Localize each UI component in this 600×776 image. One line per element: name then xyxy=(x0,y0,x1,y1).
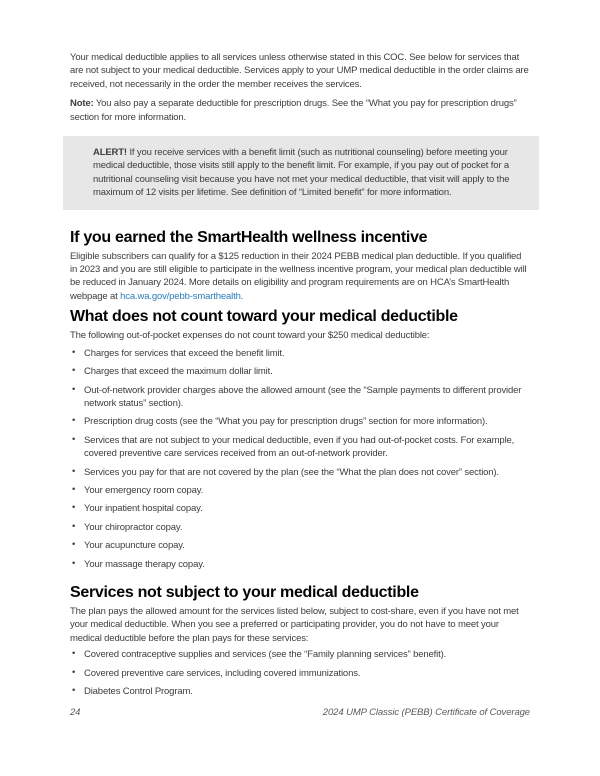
smarthealth-paragraph xyxy=(70,250,530,304)
smarthealth-link[interactable]: hca.wa.gov/pebb-smarthealth. xyxy=(120,290,244,302)
intro-paragraph: Your medical deductible applies to all services unless otherwise stated in this COC. See below for services that are not subject to your medical deductible. Services apply to your UMP medical deductible in the order claims are received, not necessarily in the order the member receives the services. xyxy=(70,52,529,90)
bullet-icon: • xyxy=(72,539,76,551)
bullet-icon: • xyxy=(72,557,76,569)
list-item xyxy=(70,558,530,571)
list-item-text: Covered contraceptive supplies and services (see the “Family planning services” benefit). xyxy=(84,649,447,661)
page-footer xyxy=(70,706,530,719)
bullet-icon: • xyxy=(72,648,76,660)
list-item-text: Your acupuncture copay. xyxy=(84,540,185,552)
list-item xyxy=(70,648,530,661)
list-item xyxy=(70,521,530,534)
list-item xyxy=(70,539,530,552)
bullet-icon: • xyxy=(72,383,76,395)
list-item-text: Charges for services that exceed the benefit limit. xyxy=(84,347,285,359)
list-item-text: Services you pay for that are not covered by the plan (see the “What the plan does not cover” section). xyxy=(84,466,499,478)
list-item-text: Covered preventive care services, including covered immunizations. xyxy=(84,667,361,679)
list-item-text: Services that are not subject to your medical deductible, even if you had out-of-pocket costs. For example, covered preventive care services received from an out-of-network provider. xyxy=(84,434,515,460)
list-item xyxy=(70,484,530,497)
list-item xyxy=(70,685,530,698)
heading-not-subject: Services not subject to your medical deductible xyxy=(70,583,419,601)
does-not-count-list xyxy=(70,347,530,571)
heading-smarthealth-incentive: If you earned the SmartHealth wellness incentive xyxy=(70,228,428,246)
not-subject-list xyxy=(70,648,530,698)
footer-doc-title: 2024 UMP Classic (PEBB) Certificate of Coverage xyxy=(322,707,530,719)
bullet-icon: • xyxy=(72,483,76,495)
list-item xyxy=(70,365,530,378)
list-item-text: Your emergency room copay. xyxy=(84,484,204,496)
list-item xyxy=(70,384,530,411)
heading-does-not-count: What does not count toward your medical deductible xyxy=(70,308,458,326)
list-item-text: Diabetes Control Program. xyxy=(84,686,193,697)
list-item xyxy=(70,667,530,680)
list-item-text: Out-of-network provider charges above the allowed amount (see the “Sample payments to different provider network status” section). xyxy=(84,384,522,409)
bullet-icon: • xyxy=(72,502,76,514)
bullet-icon: • xyxy=(72,346,76,358)
page-number: 24 xyxy=(70,707,81,719)
alert-paragraph xyxy=(93,146,511,200)
list-item-text: Your massage therapy copay. xyxy=(84,558,205,570)
list-item-text: Your inpatient hospital copay. xyxy=(84,503,203,515)
list-item-text: Prescription drug costs (see the “What you pay for prescription drugs” section for more information). xyxy=(84,416,488,428)
bullet-icon: • xyxy=(72,415,76,427)
bullet-icon: • xyxy=(72,433,76,445)
bullet-icon: • xyxy=(72,685,76,696)
alert-box xyxy=(63,136,539,210)
bullet-icon: • xyxy=(72,666,76,678)
list-item xyxy=(70,347,530,360)
list-item xyxy=(70,502,530,515)
alert-text: If you receive services with a benefit limit (such as nutritional counseling) before meeting your medical deductible, those visits still apply to the benefit limit. For example, if you pay out of pocket for a nutritional counseling visit because you have not met your medical deductible, that visit will apply to the maximum of 12 visits per lifetime. See definition of “Limited benefit” for more information. xyxy=(93,147,510,199)
list-item xyxy=(70,466,530,479)
smarthealth-text: Eligible subscribers can qualify for a $125 reduction in their 2024 PEBB medical plan deductible. If you qualified in 2023 and you are still eligible to participate in the wellness incentive program, your medical plan deductible will be reduced in January 2024. More details on eligibility and program requirements are on HCA’s SmartHealth webpage at xyxy=(70,250,527,302)
list-item xyxy=(70,415,530,428)
bullet-icon: • xyxy=(72,365,76,377)
not-subject-intro: The plan pays the allowed amount for the services listed below, subject to cost-share, even if you have not met your medical deductible. When you see a preferred or participating provider, you do not have to meet your medical deductible before the plan pays for these services: xyxy=(70,605,519,644)
note-paragraph xyxy=(70,97,530,124)
bullet-icon: • xyxy=(72,465,76,477)
list-item-text: Your chiropractor copay. xyxy=(84,521,183,533)
list-item xyxy=(70,434,530,461)
note-text: You also pay a separate deductible for prescription drugs. See the “What you pay for prescription drugs” section for more information. xyxy=(70,98,517,123)
does-not-count-intro: The following out-of-pocket expenses do not count toward your $250 medical deductible: xyxy=(70,330,430,342)
note-label: Note: xyxy=(70,98,94,110)
alert-label: ALERT! xyxy=(93,147,127,159)
list-item-text: Charges that exceed the maximum dollar limit. xyxy=(84,366,273,378)
bullet-icon: • xyxy=(72,520,76,532)
